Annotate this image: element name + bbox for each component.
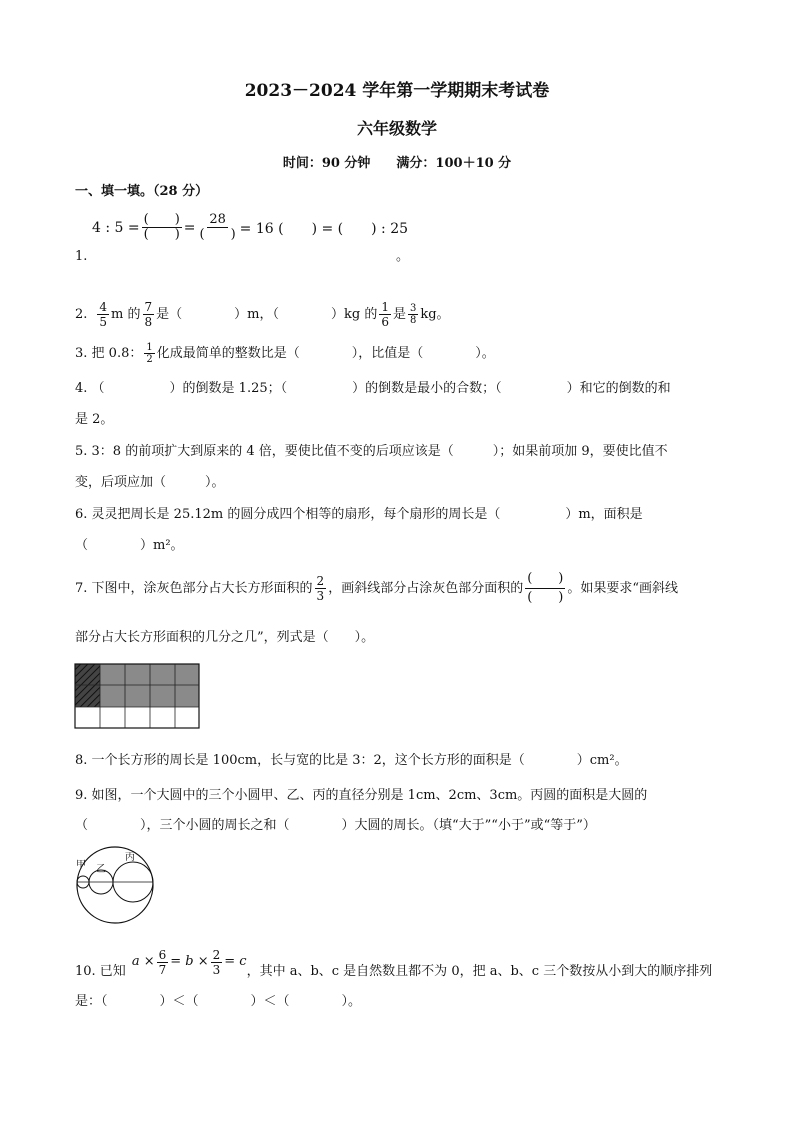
exam-subtitle: 六年级数学: [356, 119, 437, 138]
q5-line-1: 5. 3：8 的前项扩大到原来的 4 倍，要使比值不变的后项应该是（ ）；如果前项加 9，要使比值不: [75, 444, 668, 459]
q10-f1-num: 6: [158, 947, 167, 962]
q1-numerator-28: 28: [209, 212, 226, 227]
hatched-region: [75, 664, 100, 707]
label-yi: 乙: [96, 864, 106, 875]
q6-line-1: 6. 灵灵把周长是 25.12m 的圆分成四个相等的扇形，每个扇形的周长是（ ）m，面积是: [75, 507, 643, 522]
q1-number: 1.: [75, 249, 88, 264]
q2-f2-den: 8: [144, 315, 153, 329]
question-7: [75, 570, 678, 607]
q7-text-3: 。如果要求“画斜线: [567, 580, 679, 596]
q2-fraction-3: [379, 300, 391, 329]
q10-line-2: 是：（ ）＜（ ）＜（ ）。: [75, 994, 362, 1009]
q4-line-1: 4. （ ）的倒数是 1.25；（ ）的倒数是最小的合数；（ ）和它的倒数的和: [75, 381, 671, 396]
q7-blank-den: ( ): [527, 590, 564, 605]
q2-f3-num: 1: [381, 300, 389, 314]
q2-f2-num: 7: [144, 300, 153, 314]
section-heading: 一、填一填。（28 分）: [75, 184, 209, 199]
q7-rectangle-figure: [74, 663, 200, 729]
q9-line-2: （ ），三个小圆的周长之和（ ）大圆的周长。（填“大于”“小于”或“等于”）: [75, 818, 596, 833]
q1-end: 。: [396, 249, 410, 264]
q9-circles-figure: [72, 843, 162, 929]
q7-blank-fraction: [525, 570, 565, 607]
q1-ratio: 4 : 5 =: [92, 219, 140, 236]
q1-fraction-28: [198, 213, 238, 242]
q2-f3-den: 6: [381, 315, 389, 329]
q7-text-2: ，画斜线部分占涂灰色部分面积的: [328, 580, 524, 596]
q10-equation: [132, 948, 247, 977]
question-2: [75, 300, 450, 329]
q2-f4-den: 8: [409, 315, 417, 326]
q2-text-2: 是（ ）m，（ ）kg 的: [156, 306, 378, 322]
q2-f4-num: 3: [409, 303, 417, 314]
exam-info: 时间：90 分钟 满分：100＋10 分: [282, 156, 512, 171]
q2-fraction-2: [143, 300, 155, 329]
q10-text-2: ，其中 a、b、c 是自然数且都不为 0，把 a、b、c 三个数按从小到大的顺序排列: [246, 964, 713, 979]
q6-line-2: （ ）m²。: [75, 538, 184, 553]
q7-den: 3: [316, 589, 325, 603]
q2-number: 2.: [75, 306, 88, 322]
q2-f1-den: 5: [99, 315, 108, 329]
question-8: 8. 一个长方形的周长是 100cm，长与宽的比是 3：2，这个长方形的面积是（ ）cm²。: [75, 753, 628, 768]
q7-blank-num: ( ): [525, 570, 565, 589]
q1-blank-denominator-2: ( ): [199, 227, 236, 242]
q1-expression: [92, 213, 408, 242]
q1-equals: =: [183, 219, 196, 236]
q1-blank-denominator: ( ): [143, 227, 180, 242]
q2-fraction-1: [97, 300, 109, 329]
exam-title: 2023－2024 学年第一学期期末考试卷: [244, 81, 550, 101]
question-3: [75, 342, 495, 365]
q10-a: a ×: [131, 954, 155, 969]
q10-fraction-2: [211, 948, 223, 977]
q7-fraction: [315, 574, 327, 603]
q3-text-1: 3. 把 0.8：: [75, 345, 143, 361]
label-jia: 甲: [76, 860, 86, 871]
label-bing: 丙: [125, 852, 135, 863]
q10-end: = c: [224, 954, 247, 969]
q1-tail: = 16 ( ) = ( ) : 25: [239, 220, 409, 237]
q7-text-1: 7. 下图中，涂灰色部分占大长方形面积的: [75, 580, 313, 596]
q2-text-4: kg。: [420, 306, 450, 322]
q3-den: 2: [146, 354, 153, 365]
q1-blank-numerator: ( ): [143, 212, 180, 227]
q2-fraction-4: [408, 303, 418, 326]
q10-fraction-1: [157, 948, 169, 977]
q7-num: 2: [316, 574, 325, 588]
q2-text-3: 是: [392, 306, 406, 322]
q10-f1-den: 7: [158, 962, 167, 977]
q10-text-1: 10. 已知: [75, 964, 126, 979]
q3-num: 1: [146, 342, 153, 353]
q4-line-2: 是 2。: [75, 412, 114, 427]
q2-f1-num: 4: [99, 300, 108, 314]
q10-f2-num: 2: [212, 947, 221, 962]
q3-text-2: 化成最简单的整数比是（ ），比值是（ ）。: [156, 345, 495, 361]
question-10: [75, 943, 712, 981]
q7-line-2: 部分占大长方形面积的几分之几”，列式是（ ）。: [75, 630, 375, 645]
q2-text-1: m 的: [111, 306, 141, 322]
q3-fraction: [144, 342, 154, 365]
q9-line-1: 9. 如图，一个大圆中的三个小圆甲、乙、丙的直径分别是 1cm、2cm、3cm。丙圆的面积是大圆的: [75, 788, 648, 803]
q5-line-2: 变，后项应加（ ）。: [75, 475, 225, 490]
q10-f2-den: 3: [212, 962, 221, 977]
q10-mid: = b ×: [170, 954, 209, 969]
q1-fraction-blank: [142, 213, 182, 242]
